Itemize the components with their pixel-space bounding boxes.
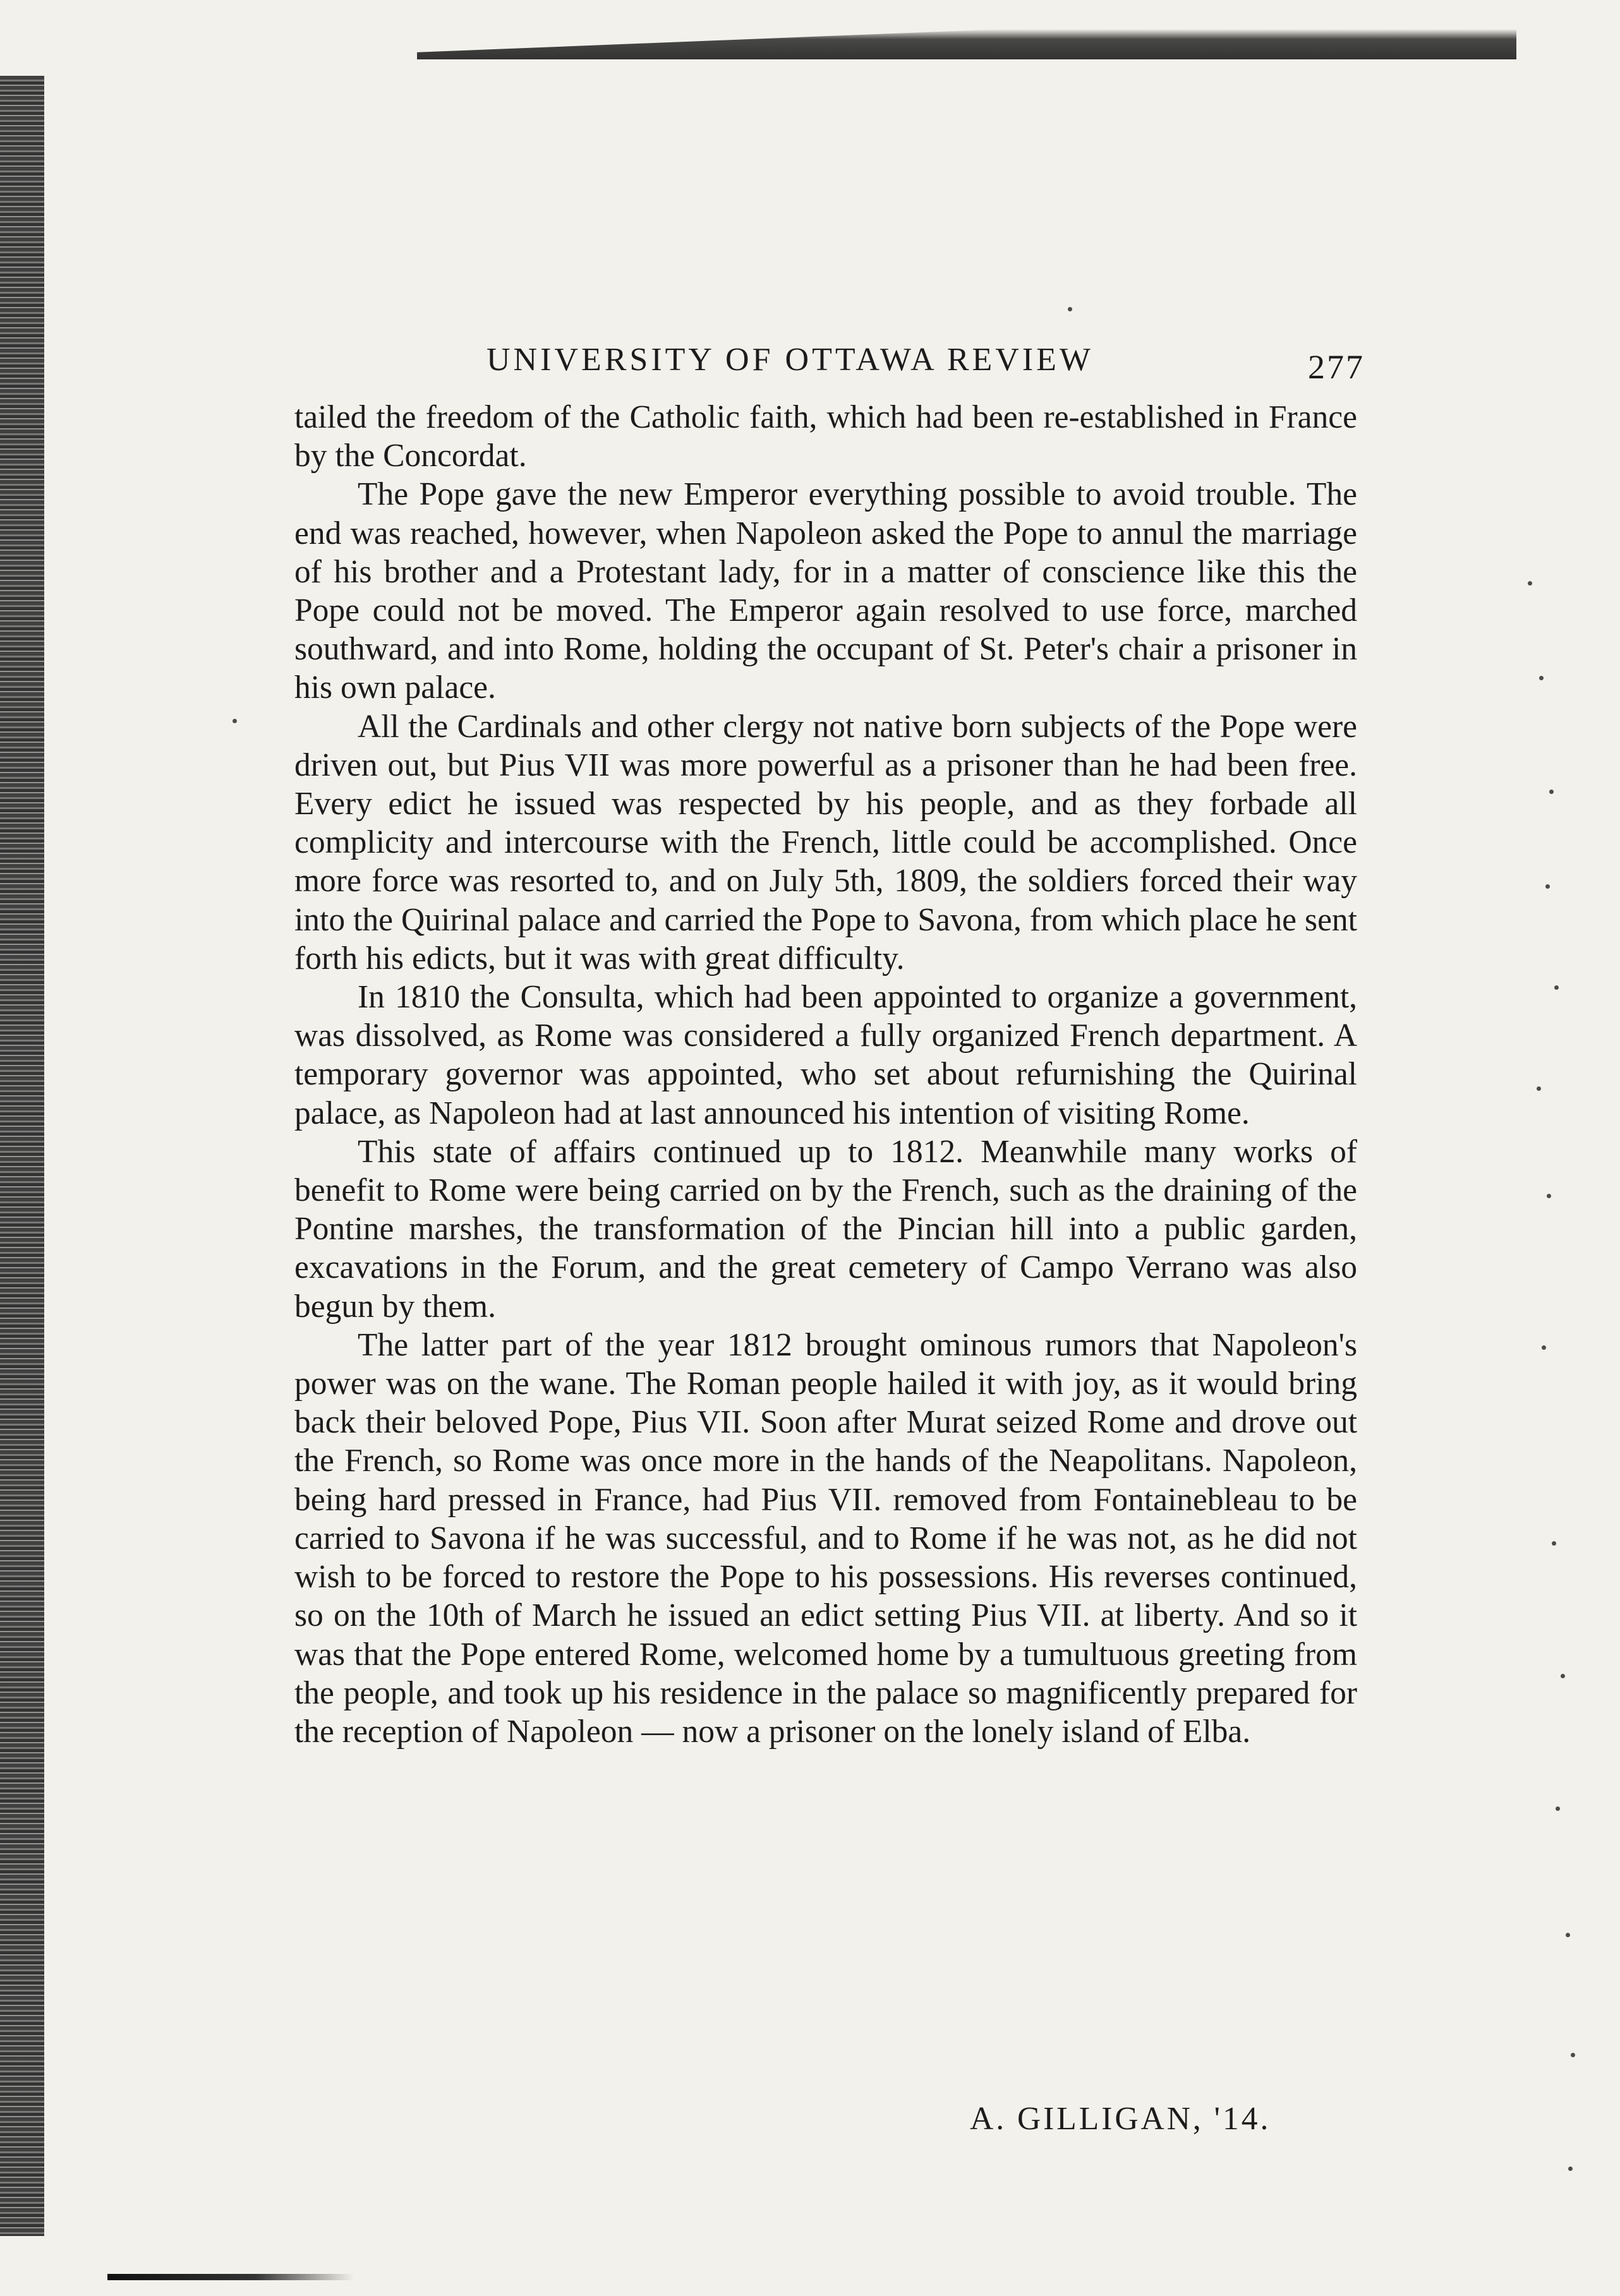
page-header [487,341,1365,392]
page-number: 277 [1308,348,1365,386]
speck [1539,676,1544,680]
speck [1068,307,1072,311]
paragraph: All the Cardinals and other clergy not native born subjects of the Pope were driven out, but Pius VII was more powerful as a prisoner than he had been free. Every edict he issued was respected by his people, and as they forbade all complicity and intercourse with the French, little could be accomplished. Once more force was resorted to, and on July 5th, 1809, the soldiers forced their way into the Quirinal palace and carried the Pope to Savona, from which place he sent forth his edicts, but it was with great difficulty. [294,708,1357,977]
scan-bottom-edge-mark [107,2274,354,2280]
speck [1571,2053,1575,2057]
speck [1552,1541,1556,1546]
speck [1556,1806,1560,1811]
scan-top-edge-shadow [417,9,1516,59]
scan-left-edge-shadow [0,76,44,2236]
speck [1547,1194,1551,1198]
author-signature: A. GILLIGAN, '14. [970,2101,1271,2137]
running-head: UNIVERSITY OF OTTAWA REVIEW [487,342,1094,378]
paragraph: The latter part of the year 1812 brought ominous rumors that Napoleon's power was on the wane. The Roman people hailed it with joy, as it would bring back their beloved Pope, Pius VII. Soon after Murat seized Rome and drove out the French, so Rome was once more in the hands of the Neapolitans. Napoleon, being hard pressed in France, had Pius VII. removed from Fontainebleau to be carried to Savona if he was successful, and to Rome if he was not, as he did not wish to be forced to restore the Pope to his possessions. His reverses continued, so on the 10th of March he issued an edict setting Pius VII. at liberty. And so it was that the Pope entered Rome, welcomed home by a tumultuous greeting from the people, and took up his residence in the palace so magnificently prepared for the reception of Napoleon — now a prisoner on the lonely island of Elba. [294,1326,1357,1750]
paragraph: This state of affairs continued up to 1812. Meanwhile many works of benefit to Rome were being carried on by the French, such as the draining of the Pontine marshes, the transformation of the Pincian hill into a public garden, excavations in the Forum, and the great cemetery of Campo Verrano was also begun by them. [294,1133,1357,1325]
paragraph: In 1810 the Consulta, which had been appointed to organize a government, was dissolved, as Rome was considered a fully organized French department. A temporary governor was appointed, who set about refurnishing the Quirinal palace, as Napoleon had at last announced his intention of visiting Rome. [294,979,1357,1131]
speck [1528,581,1532,586]
speck [1549,790,1554,794]
speck [1545,884,1550,889]
speck [1554,985,1559,990]
speck [233,719,237,723]
article-body [294,398,1357,1751]
speck [1561,1674,1565,1678]
paragraph: The Pope gave the new Emperor everything possible to avoid trouble. The end was reached, however, when Napoleon asked the Pope to annul the marriage of his brother and a Protestant lady, for in a matter of conscience like this the Pope could not be moved. The Emperor again resolved to use force, marched southward, and into Rome, holding the occupant of St. Peter's chair a prisoner in his own palace. [294,476,1357,706]
speck [1566,1933,1570,1937]
speck [1542,1345,1546,1350]
speck [1537,1086,1541,1091]
speck [1568,2167,1573,2171]
paragraph: tailed the freedom of the Catholic faith, which had been re-established in France by the Concordat. [294,399,1357,474]
